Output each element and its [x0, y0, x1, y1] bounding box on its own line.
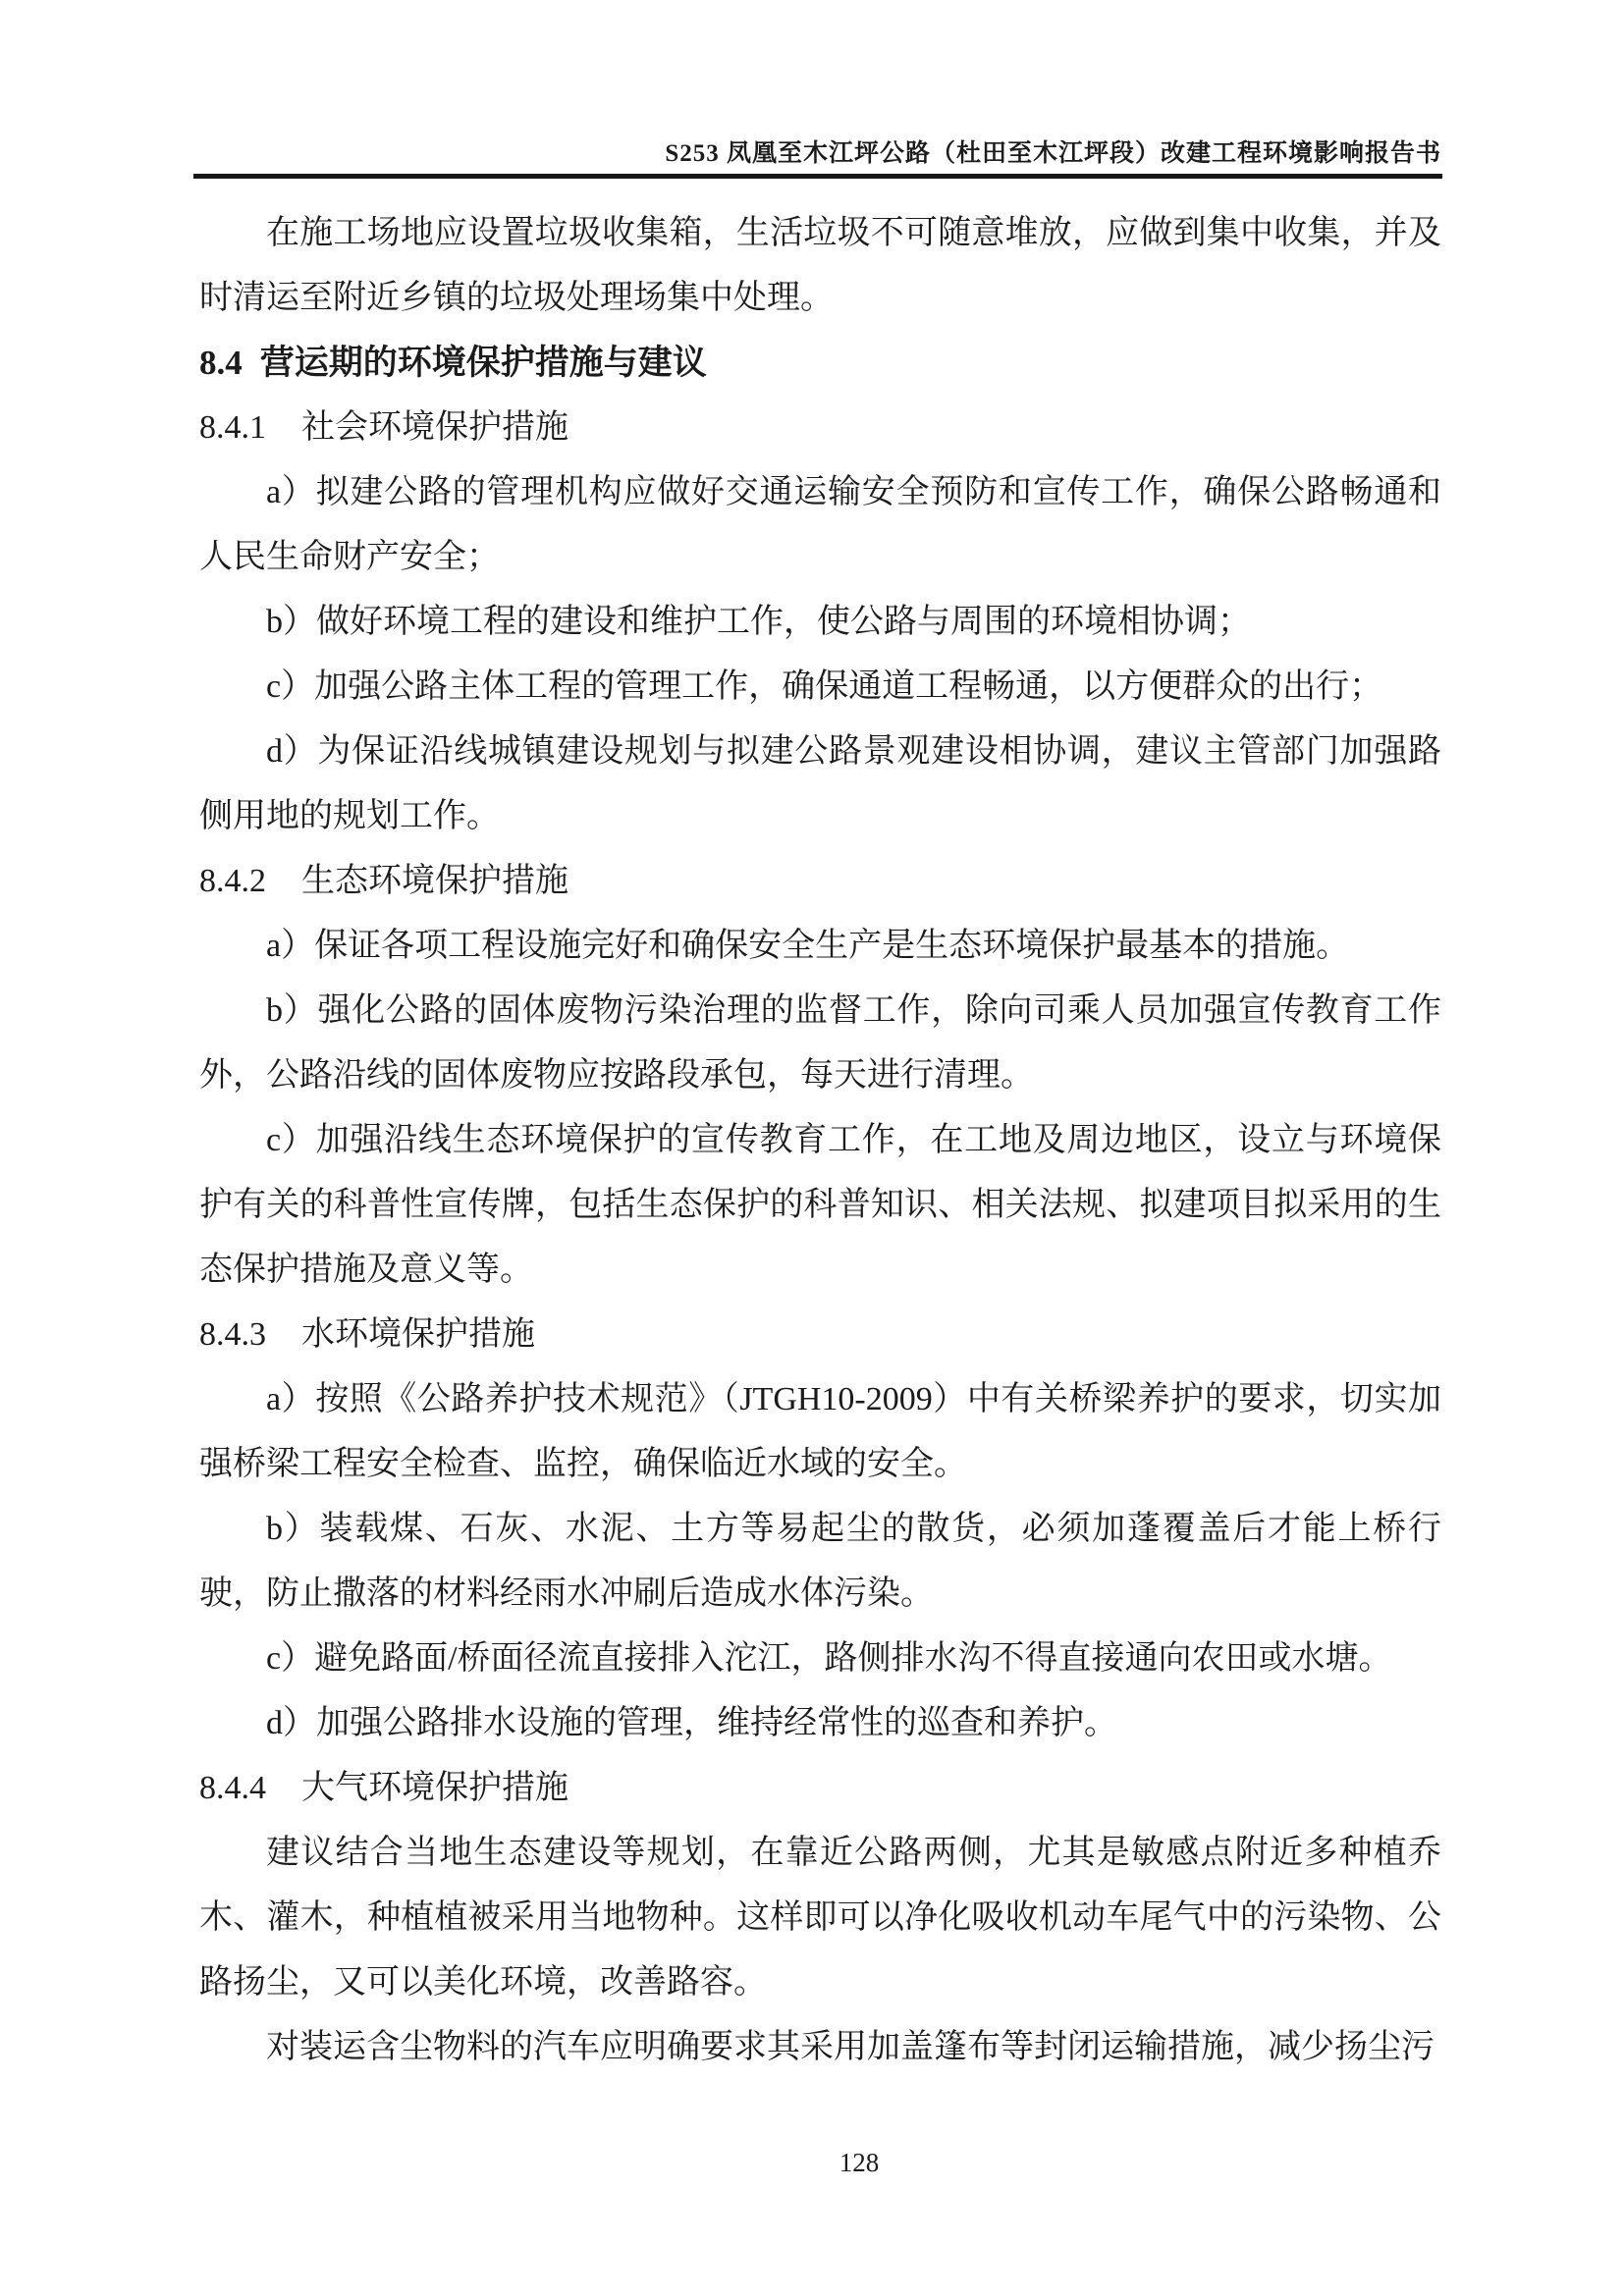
section-heading — [199, 331, 1441, 396]
subsection-heading — [199, 396, 1441, 460]
body-paragraph: a）按照《公路养护技术规范》（JTGH10-2009）中有关桥梁养护的要求，切实加强桥梁工程安全检查、监控，确保临近水域的安全。 — [199, 1381, 1441, 1482]
heading-title: 生态环境保护措施 — [301, 863, 568, 899]
body-paragraph: a）保证各项工程设施完好和确保安全生产是生态环境保护最基本的措施。 — [266, 928, 1350, 964]
heading-title: 营运期的环境保护措施与建议 — [259, 344, 707, 382]
heading-title: 水环境保护措施 — [301, 1316, 535, 1353]
body-paragraph: c）加强沿线生态环境保护的宣传教育工作，在工地及周边地区，设立与环境保护有关的科普性宣传牌，包括生态保护的科普知识、相关法规、拟建项目拟采用的生态保护措施及意义等。 — [199, 1122, 1441, 1288]
document-body — [199, 201, 1441, 2080]
body-paragraph: 建议结合当地生态建设等规划，在靠近公路两侧，尤其是敏感点附近多种植乔木、灌木，种植植被采用当地物种。这样即可以净化吸收机动车尾气中的污染物、公路扬尘，又可以美化环境，改善路容。 — [199, 1835, 1441, 2001]
subsection-heading — [199, 1756, 1441, 1821]
body-paragraph: 在施工场地应设置垃圾收集箱，生活垃圾不可随意堆放，应做到集中收集，并及时清运至附近乡镇的垃圾处理场集中处理。 — [199, 215, 1441, 316]
body-paragraph: c）加强公路主体工程的管理工作，确保通道工程畅通，以方便群众的出行； — [266, 668, 1383, 705]
body-paragraph: b）做好环境工程的建设和维护工作，使公路与周围的环境相协调； — [266, 604, 1251, 640]
heading-title: 大气环境保护措施 — [301, 1770, 568, 1806]
heading-number: 8.4.1 — [199, 409, 266, 446]
running-title: S253 凤凰至木江坪公路（杜田至木江坪段）改建工程环境影响报告书 — [665, 140, 1441, 167]
subsection-heading — [199, 1303, 1441, 1367]
body-paragraph: 对装运含尘物料的汽车应明确要求其采用加盖篷布等封闭运输措施，减少扬尘污 — [266, 2029, 1435, 2065]
body-paragraph: b）装载煤、石灰、水泥、土方等易起尘的散货，必须加蓬覆盖后才能上桥行驶，防止撒落的材料经雨水冲刷后造成水体污染。 — [199, 1511, 1441, 1612]
page-footer — [839, 2143, 880, 2182]
body-paragraph: b）强化公路的固体废物污染治理的监督工作，除向司乘人员加强宣传教育工作外，公路沿线的固体废物应按路段承包，每天进行清理。 — [199, 992, 1441, 1094]
heading-number: 8.4.4 — [199, 1770, 266, 1806]
page-header — [199, 133, 1441, 169]
body-paragraph: a）拟建公路的管理机构应做好交通运输安全预防和宣传工作，确保公路畅通和人民生命财产安全； — [199, 474, 1441, 575]
header-rule — [193, 174, 1442, 179]
subsection-heading — [199, 849, 1441, 914]
body-paragraph: d）为保证沿线城镇建设规划与拟建公路景观建设相协调，建议主管部门加强路侧用地的规划工作。 — [199, 733, 1441, 834]
page-number: 128 — [839, 2148, 880, 2177]
heading-number: 8.4.2 — [199, 863, 266, 899]
heading-number: 8.4 — [199, 344, 243, 382]
body-paragraph: d）加强公路排水设施的管理，维持经常性的巡查和养护。 — [266, 1705, 1117, 1741]
body-paragraph: c）避免路面/桥面径流直接排入沱江，路侧排水沟不得直接通向农田或水塘。 — [266, 1640, 1392, 1677]
heading-number: 8.4.3 — [199, 1316, 266, 1353]
heading-title: 社会环境保护措施 — [301, 409, 568, 446]
